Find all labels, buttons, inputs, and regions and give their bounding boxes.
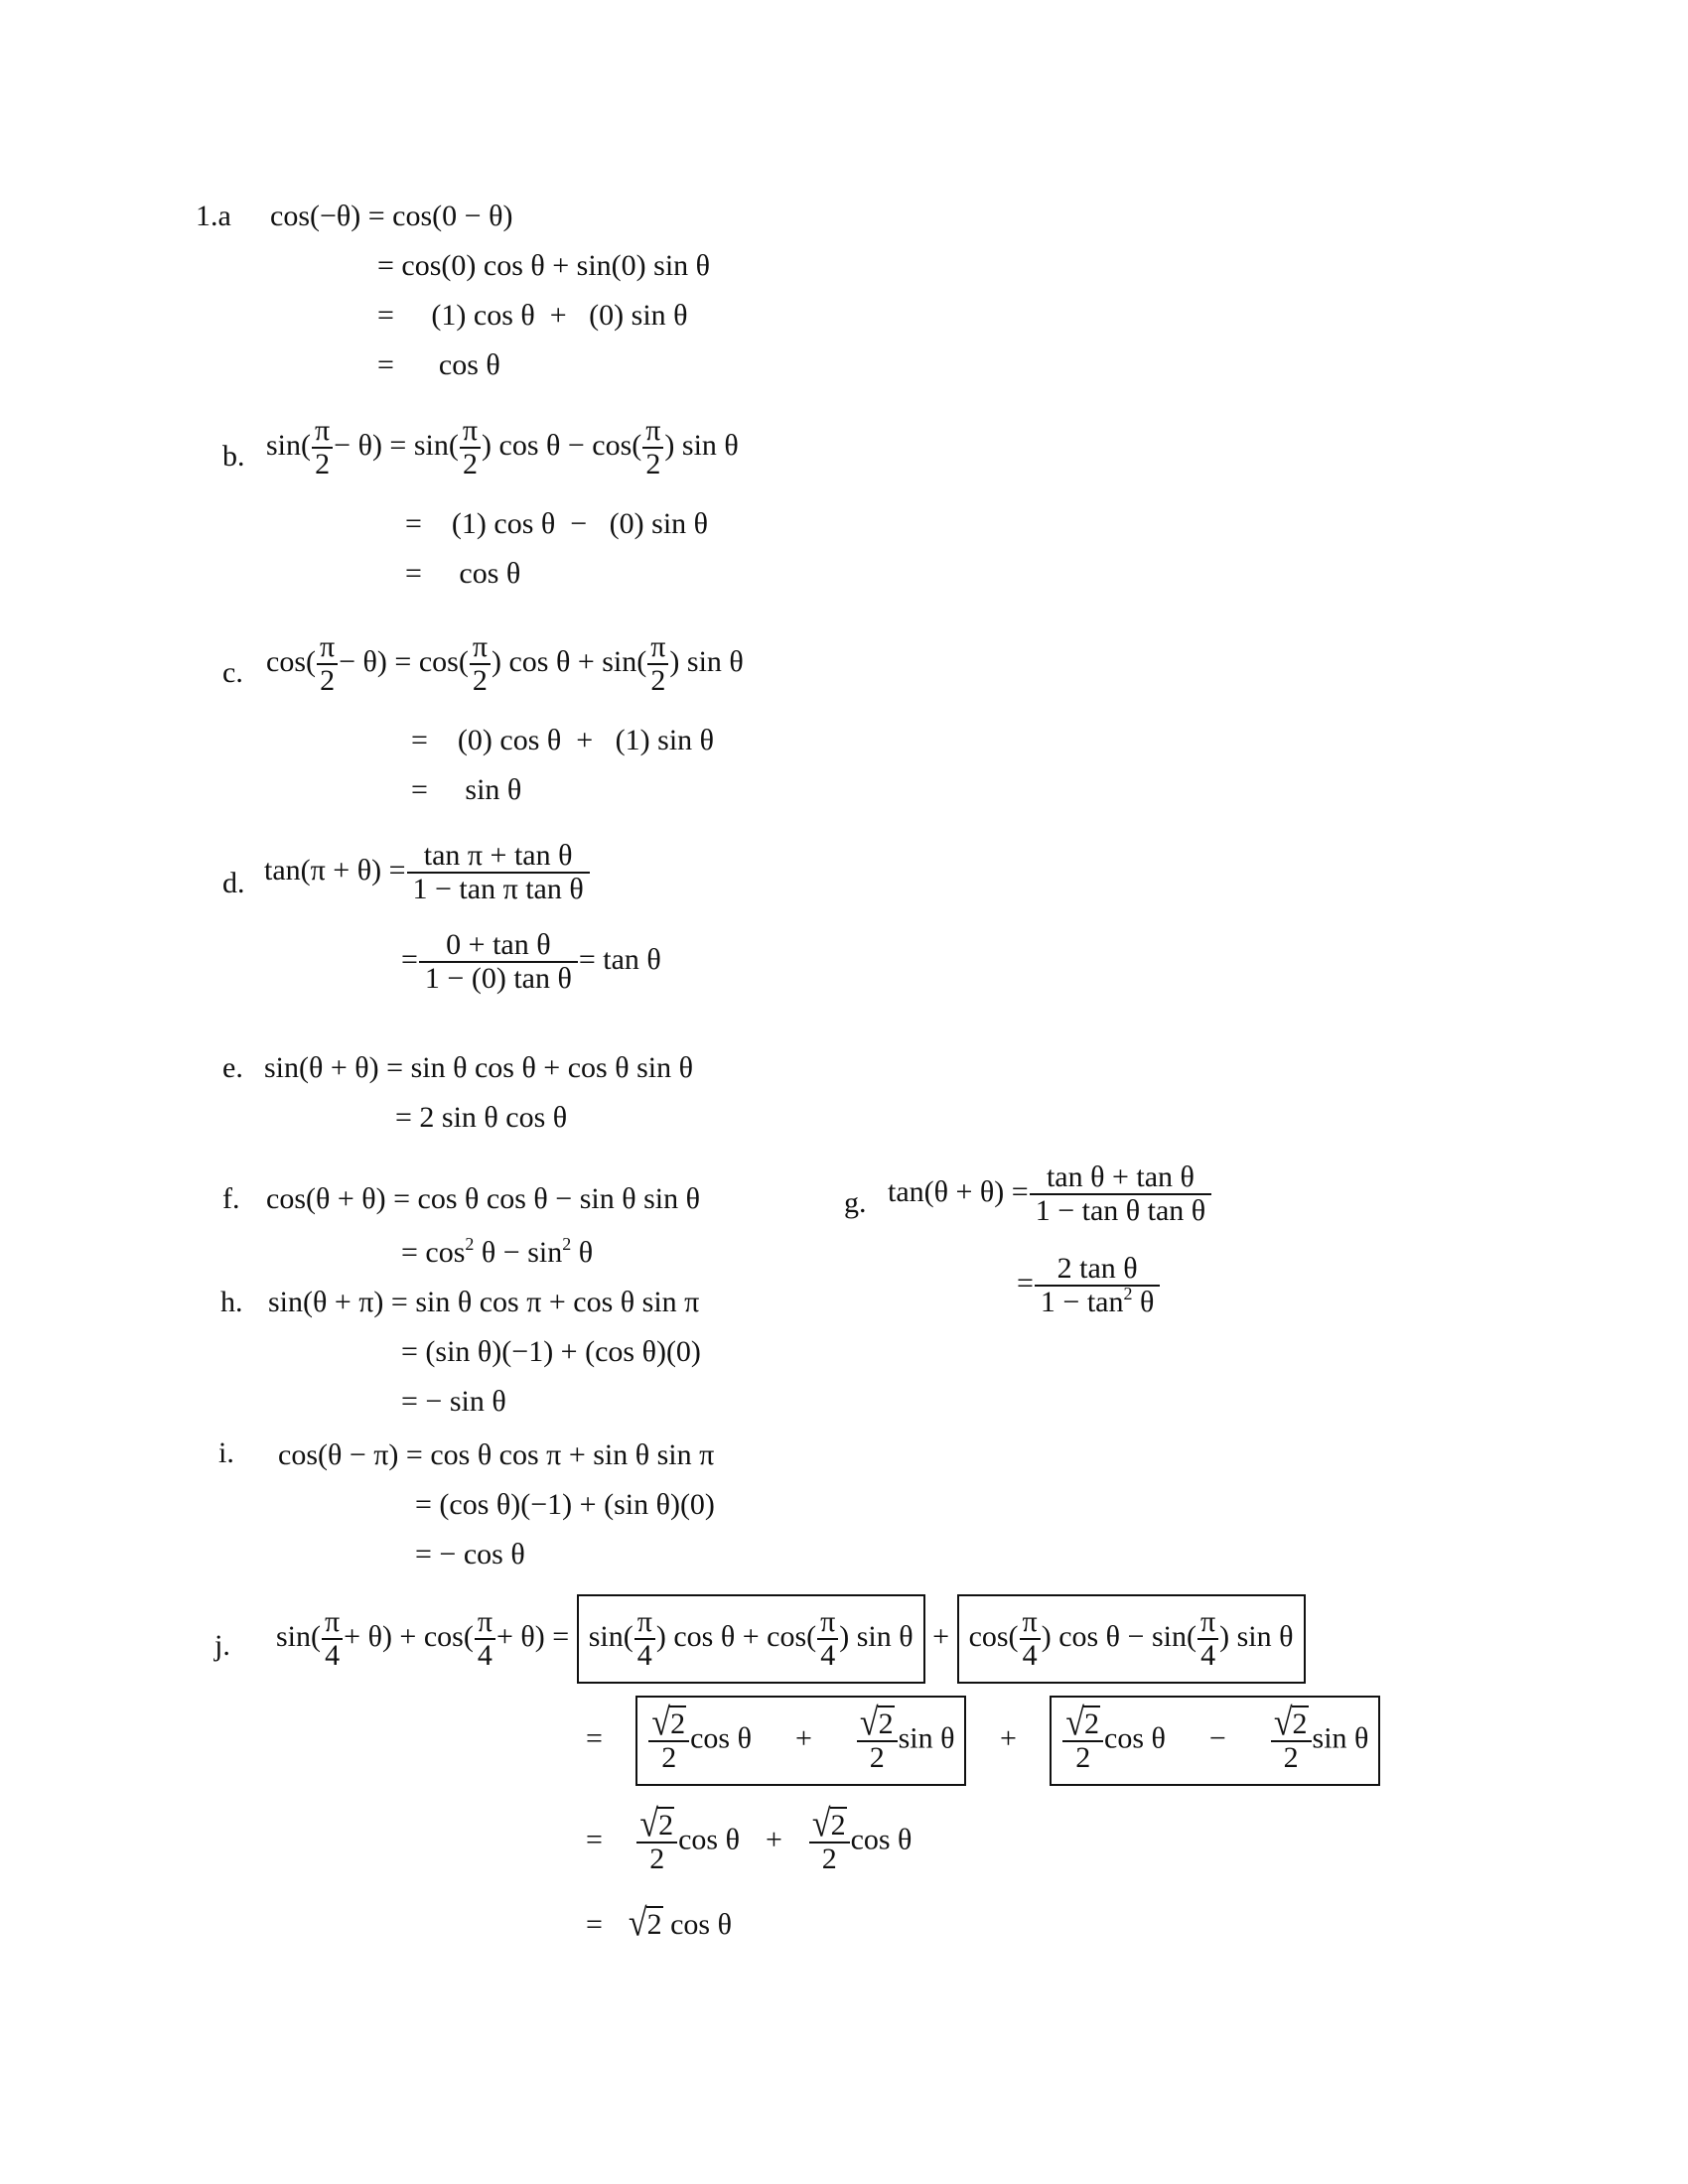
- equation-line: = $\cos^2 \theta - \sin^2 \theta$: [401, 1234, 594, 1269]
- equation-line: = 2 sin θ cos θ: [395, 1101, 568, 1134]
- equation-line: = cos(0) cos θ + sin(0) sin θ: [377, 249, 711, 282]
- equation-line: = (1) cos θ − (0) sin θ: [405, 507, 709, 540]
- equation-line: = $\frac{√2}{2}$ cos θ + $\frac{√2}{2}$ sin θ + $\frac{√2}{2}$ cos θ − $\frac{√2}{2}$ sin θ: [586, 1696, 1380, 1786]
- problem-label: e.: [222, 1051, 243, 1084]
- equation-line: = $\frac{√2}{2}$ cos θ + $\frac{√2}{2}$ cos θ: [586, 1803, 913, 1875]
- equation-line: = sin θ: [411, 773, 522, 806]
- equation-line: = cos θ: [405, 557, 521, 590]
- equation-line: = − cos θ: [415, 1538, 525, 1570]
- equation-line: tan(θ + θ) = $\frac{\text{tan θ + tan θ}}{\text{1 − tan θ tan θ}}$: [888, 1161, 1212, 1227]
- equation-line: = (0) cos θ + (1) sin θ: [411, 724, 715, 756]
- problem-label: b.: [222, 440, 245, 473]
- problem-label: g.: [844, 1186, 867, 1219]
- problem-label: j.: [214, 1629, 230, 1662]
- equation-line: = √2 cos θ: [586, 1902, 732, 1945]
- equation-line: cos(−θ) = cos(0 − θ): [270, 200, 513, 232]
- equation-line: = cos θ: [377, 348, 500, 381]
- equation-line: sin( $\frac{\pi}{2}$ − θ) = sin( $\frac{\pi}{2}$ ) cos θ − cos( $\frac{\pi}{2}$ ) sin θ: [266, 414, 739, 480]
- equation-line: = − sin θ: [401, 1385, 506, 1418]
- equation-line: = $\frac{\text{2 tan θ}}{1 - \tan^2 \theta}$: [1017, 1253, 1161, 1318]
- equation-line: = (cos θ)(−1) + (sin θ)(0): [415, 1488, 715, 1521]
- equation-line: cos(θ + θ) = cos θ cos θ − sin θ sin θ: [266, 1182, 700, 1215]
- problem-label: 1.a: [196, 200, 231, 232]
- problem-label: h.: [220, 1286, 243, 1318]
- problem-label: c.: [222, 656, 243, 689]
- equation-line: sin(θ + π) = sin θ cos π + cos θ sin π: [268, 1286, 700, 1318]
- equation-line: sin(θ + θ) = sin θ cos θ + cos θ sin θ: [264, 1051, 693, 1084]
- problem-label: f.: [222, 1182, 240, 1215]
- equation-line: cos( $\frac{\pi}{2}$ − θ) = cos( $\frac{\pi}{2}$ ) cos θ + sin( $\frac{\pi}{2}$ ) sin θ: [266, 630, 744, 697]
- equation-line: = (1) cos θ + (0) sin θ: [377, 299, 688, 332]
- problem-label: i.: [218, 1436, 234, 1469]
- equation-line: cos(θ − π) = cos θ cos π + sin θ sin π: [278, 1438, 715, 1471]
- equation-line: = (sin θ)(−1) + (cos θ)(0): [401, 1335, 701, 1368]
- equation-line: tan(π + θ) = $\frac{\text{tan π + tan θ}}{\text{1 − tan π tan θ}}$: [264, 840, 591, 905]
- equation-line: = $\frac{\text{0 + tan θ}}{\text{1 − (0) tan θ}}$ = tan θ: [401, 928, 661, 995]
- problem-label: d.: [222, 867, 245, 899]
- equation-line: sin( $\frac{\pi}{4}$ + θ) + cos( $\frac{\pi}{4}$ + θ) = sin( $\frac{\pi}{4}$ ) cos θ + cos( $\frac{\pi}{4}$ ) sin θ + cos( $\frac{\pi}{4}$ ) cos θ − sin( $\frac{\pi}{4}$ ) sin θ: [276, 1594, 1306, 1684]
